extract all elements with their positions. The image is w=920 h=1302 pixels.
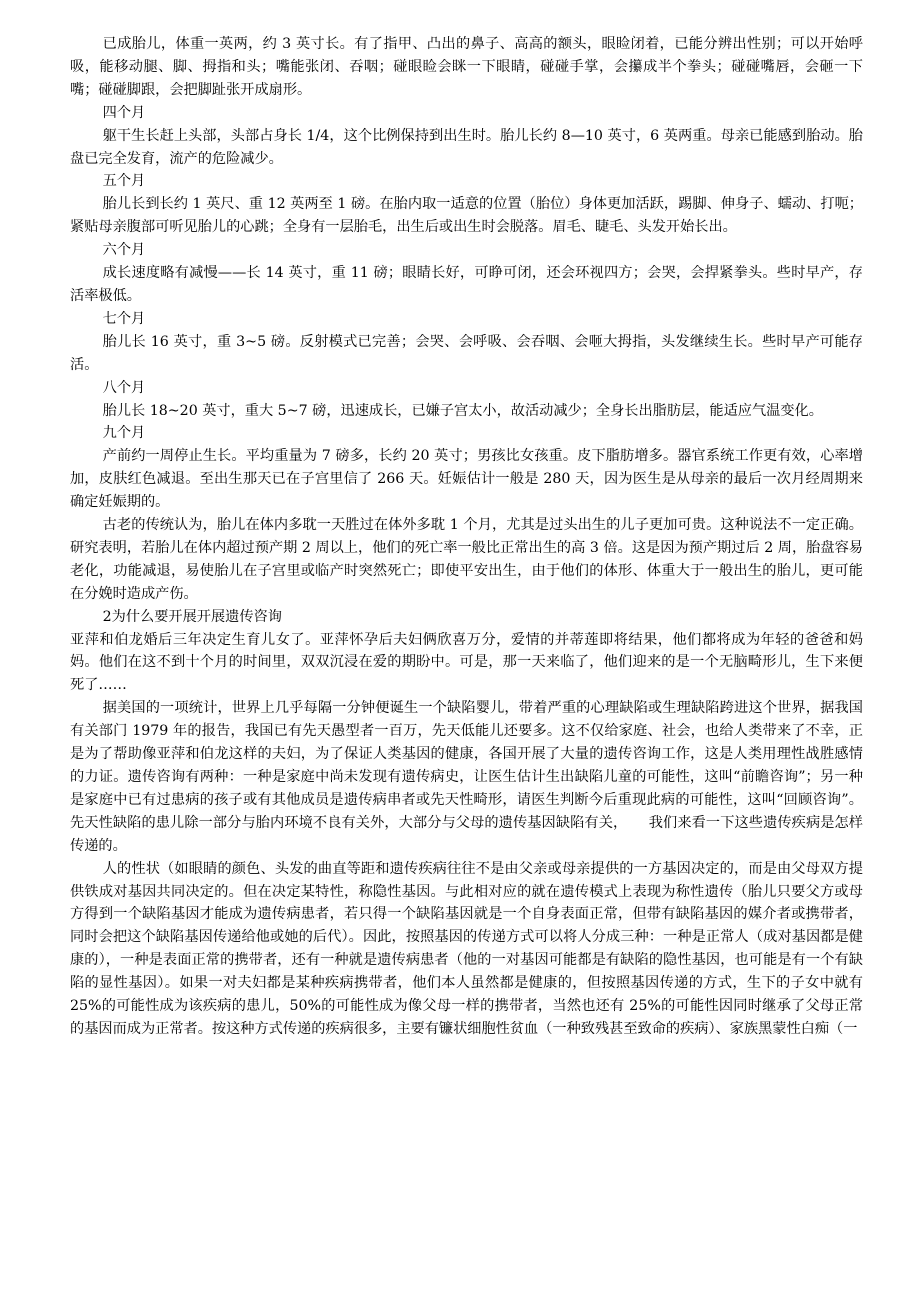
paragraph-inheritance-mechanism: 人的性状（如眼睛的颜色、头发的曲直等距和遗传疾病往往不是由父亲或母亲提供的一方基因决定的，而是由父母双方提供铁成对基因共同决定的。但在决定某特性，称隐性基因。与此相对应的就在遗传模式上表现为称性遗传（胎儿只要父方或母方得到一个缺陷基因才能成为遗传病患者，若只得一个缺陷基因就是一个自身表面正常，但带有缺陷基因的媒介者或携带者，同时会把这个缺陷基因传递给他或她的后代）。因此，按照基因的传递方式可以将人分成三种：一种是正常人（成对基因都是健康的），一种是表面正常的携带者，还有一种就是遗传病患者（他的一对基因可能都是有缺陷的隐性基因，也可能是有一个有缺陷的显性基因）。如果一对夫妇都是某种疾病携带者，他们本人虽然都是健康的，但按照基因传递的方式，生下的子女中就有 25%的可能性成为该疾病的患儿，50%的可能性成为像父母一样的携带者，当然也还有 25%的可能性因同时继承了父母正常的基因而成为正常者。按这种方式传递的疾病很多，主要有镰状细胞性贫血（一种致残甚至致命的疾病）、家族黑蒙性白痴（一 <box>70 860 863 1037</box>
paragraph-overdue-birth: 古老的传统认为，胎儿在体内多耽一天胜过在体外多耽 1 个月，尤其是过头出生的儿子更加可贵。这种说法不一定正确。研究表明，若胎儿在体内超过预产期 2 周以上，他们的死亡率一般比正常出生的高 3 倍。这是因为预产期过后 2 周，胎盘容易老化，功能减退，易使胎儿在子宫里或临产时突然死亡；即使平安出生，由于他们的体形、体重大于一般出生的胎儿，更可能在分娩时造成产伤。 <box>70 517 863 602</box>
paragraph-month5-description: 胎儿长到长约 1 英尺、重 12 英两至 1 磅。在胎内取一适意的位置（胎位）身体更加活跃，踢脚、伸身子、蠕动、打呃；紧贴母亲腹部可听见胎儿的心跳；全身有一层胎毛，出生后或出生时会脱落。眉毛、睫毛、头发开始长出。 <box>70 196 863 236</box>
heading-month-7: 七个月 <box>102 310 146 327</box>
section-heading-genetic-counseling: 2为什么要开展开展遗传咨询 <box>102 608 282 625</box>
paragraph-month3-description: 已成胎儿，体重一英两，约 3 英寸长。有了指甲、凸出的鼻子、高高的额头，眼睑闭着，已能分辨出性别；可以开始呼吸，能移动腿、脚、拇指和头；嘴能张闭、吞咽；碰眼睑会眯一下眼睛，碰碰手掌，会攥成半个拳头；碰碰嘴唇，会砸一下嘴；碰碰脚跟，会把脚趾张开成扇形。 <box>70 36 863 98</box>
document-page <box>70 33 863 1041</box>
paragraph-case-story: 亚萍和伯龙婚后三年决定生育儿女了。亚萍怀孕后夫妇俩欣喜万分，爱情的并蒂莲即将结果，他们都将成为年轻的爸爸和妈妈。他们在这不到十个月的时间里，双双沉浸在爱的期盼中。可是，那一天来临了，他们迎来的是一个无脑畸形儿，生下来便死了…… <box>70 631 863 694</box>
heading-month-8: 八个月 <box>102 379 146 396</box>
paragraph-month9-description: 产前约一周停止生长。平均重量为 7 磅多，长约 20 英寸；男孩比女孩重。皮下脂肪增多。器官系统工作更有效，心率增加，皮肤红色减退。至出生那天已在子宫里信了 266 天。妊娠估计一般是 280 天，因为医生是从母亲的最后一次月经周期来确定妊娠期的。 <box>70 448 863 511</box>
heading-month-9: 九个月 <box>102 425 146 442</box>
paragraph-statistics-counseling: 据美国的一项统计，世界上几乎每隔一分钟便诞生一个缺陷婴儿，带着严重的心理缺陷或生理缺陷跨进这个世界，据我国有关部门 1979 年的报告，我国已有先天愚型者一百万，先天低能儿还要多。这不仅给家庭、社会，也给人类带来了不幸，正是为了帮助像亚萍和伯龙这样的夫妇，为了保证人类基因的健康，各国开展了大量的遗传咨询工作，这是人类用理性战胜感情的力证。遗传咨询有两种：一种是家庭中尚未发现有遗传病史，让医生估计生出缺陷儿童的可能性，这叫“前瞻咨询”；另一种是家庭中已有过患病的孩子或有其他成员是遗传病串者或先天性畸形，请医生判断今后重现此病的可能性，这叫“回顾咨询”。先天性缺陷的患儿除一部分与胎内环境不良有关外，大部分与父母的遗传基因缺陷有关， 我们来看一下这些遗传疾病是怎样传递的。 <box>70 700 863 854</box>
heading-month-4: 四个月 <box>102 104 146 121</box>
paragraph-month7-description: 胎儿长 16 英寸，重 3~5 磅。反射模式已完善；会哭、会呼吸、会吞咽、会咂大拇指，头发继续生长。些时早产可能存活。 <box>70 333 863 373</box>
paragraph-month8-description: 胎儿长 18~20 英寸，重大 5~7 磅，迅速成长，已嫌子宫太小，故活动减少；全身长出脂肪层，能适应气温变化。 <box>102 402 823 419</box>
heading-month-6: 六个月 <box>102 242 146 259</box>
heading-month-5: 五个月 <box>102 173 146 190</box>
paragraph-month4-description: 躯干生长赶上头部，头部占身长 1/4，这个比例保持到出生时。胎儿长约 8—10 英寸，6 英两重。母亲已能感到胎动。胎盘已完全发育，流产的危险减少。 <box>70 127 863 167</box>
paragraph-month6-description: 成长速度略有减慢——长 14 英寸，重 11 磅；眼睛长好，可睁可闭，还会环视四方；会哭，会捍紧拳头。些时早产，存活率极低。 <box>70 265 863 304</box>
